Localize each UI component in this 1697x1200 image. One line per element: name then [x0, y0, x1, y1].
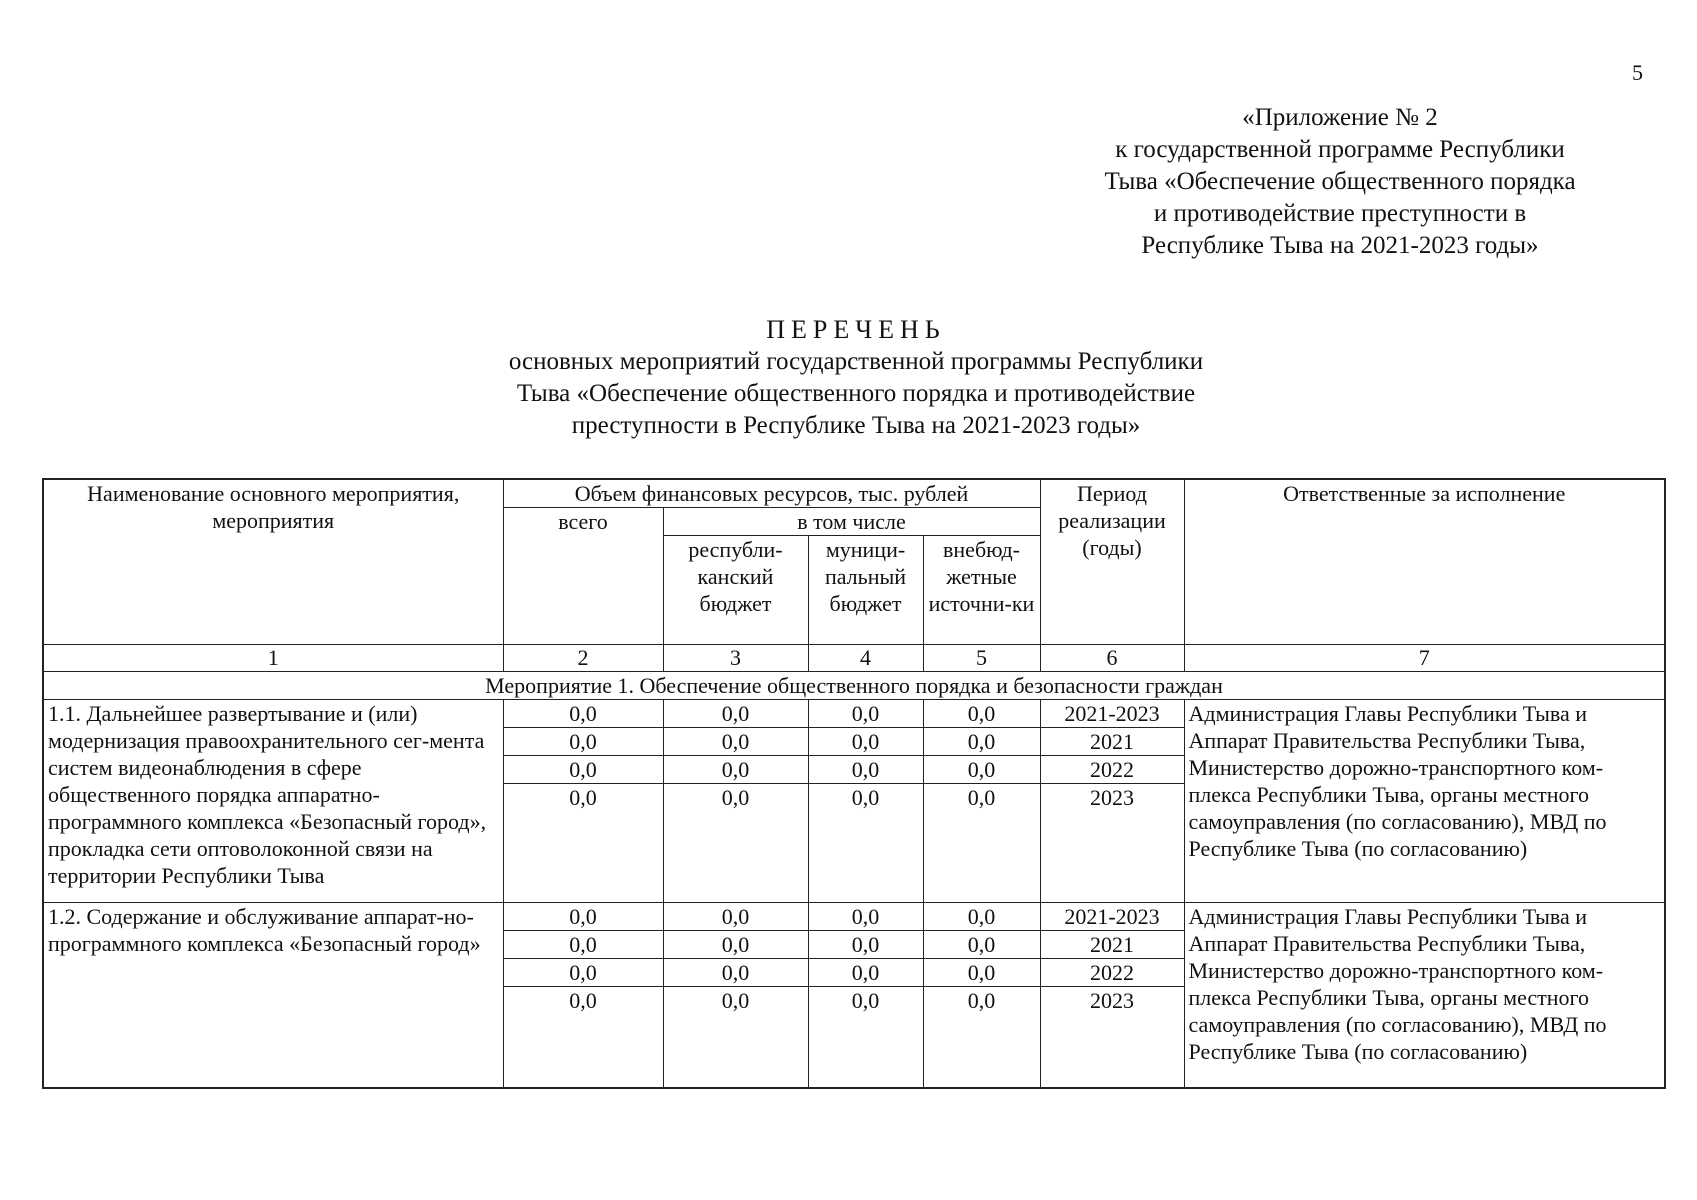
measures-table [42, 478, 1666, 1089]
republican-cell: 0,0 [663, 903, 808, 931]
page-number: 5 [1632, 60, 1643, 85]
extrabudgetary-cell: 0,0 [923, 700, 1040, 728]
section-title: Мероприятие 1. Обеспечение общественного порядка и безопасности граждан [43, 672, 1665, 700]
extrabudgetary-cell: 0,0 [923, 784, 1040, 903]
total-cell: 0,0 [503, 756, 663, 784]
appendix-line: Тыва «Обеспечение общественного порядка [1104, 168, 1576, 195]
header-extrabudgetary: внебюд-жетные источни-ки [923, 536, 1040, 645]
column-number: 7 [1184, 645, 1665, 672]
title-line: основных мероприятий государственной программы Республики [508, 348, 1204, 375]
appendix-note [1090, 102, 1590, 262]
header-including: в том числе [663, 508, 1040, 536]
column-number: 1 [43, 645, 503, 672]
header-republican: республи-канский бюджет [663, 536, 808, 645]
title-line: преступности в Республике Тыва на 2021-2023 годы» [571, 412, 1141, 439]
municipal-cell: 0,0 [808, 728, 923, 756]
republican-cell: 0,0 [663, 784, 808, 903]
total-cell: 0,0 [503, 931, 663, 959]
municipal-cell: 0,0 [808, 756, 923, 784]
column-number: 2 [503, 645, 663, 672]
title-line: Тыва «Обеспечение общественного порядка и противодействие [516, 380, 1196, 407]
republican-cell: 0,0 [663, 987, 808, 1089]
republican-cell: 0,0 [663, 959, 808, 987]
republican-cell: 0,0 [663, 700, 808, 728]
total-cell: 0,0 [503, 987, 663, 1089]
header-total: всего [503, 508, 663, 645]
column-number: 3 [663, 645, 808, 672]
total-cell: 0,0 [503, 700, 663, 728]
measure-name: 1.1. Дальнейшее развертывание и (или) модернизация правоохранительного сег-мента систем видеонаблюдения в сфере общественного порядка аппаратно-программного комплекса «Безопасный город», прокладка сети оптоволоконной связи на территории Республики Тыва [43, 700, 503, 903]
municipal-cell: 0,0 [808, 987, 923, 1089]
republican-cell: 0,0 [663, 756, 808, 784]
municipal-cell: 0,0 [808, 959, 923, 987]
header-responsible: Ответственные за исполнение [1184, 479, 1665, 645]
republican-cell: 0,0 [663, 728, 808, 756]
extrabudgetary-cell: 0,0 [923, 756, 1040, 784]
section-row [43, 672, 1665, 700]
measure-name: 1.2. Содержание и обслуживание аппарат-но-программного комплекса «Безопасный город» [43, 903, 503, 1089]
table-row [43, 700, 1665, 728]
appendix-line: «Приложение № 2 [1242, 104, 1438, 131]
extrabudgetary-cell: 0,0 [923, 931, 1040, 959]
column-number: 6 [1040, 645, 1184, 672]
period-cell: 2021 [1040, 931, 1184, 959]
extrabudgetary-cell: 0,0 [923, 987, 1040, 1089]
period-cell: 2023 [1040, 784, 1184, 903]
period-cell: 2021 [1040, 728, 1184, 756]
column-number: 5 [923, 645, 1040, 672]
municipal-cell: 0,0 [808, 784, 923, 903]
extrabudgetary-cell: 0,0 [923, 959, 1040, 987]
municipal-cell: 0,0 [808, 931, 923, 959]
period-cell: 2021-2023 [1040, 700, 1184, 728]
column-number: 4 [808, 645, 923, 672]
header-period: Период реализации (годы) [1040, 479, 1184, 645]
header-name: Наименование основного мероприятия, мероприятия [43, 479, 503, 645]
responsible-cell: Администрация Главы Республики Тыва и Аппарат Правительства Республики Тыва, Министерство дорожно-транспортного ком-плекса Республики Тыва, органы местного самоуправления (по согласованию), МВД по Республике Тыва (по согласованию) [1184, 903, 1665, 1089]
municipal-cell: 0,0 [808, 700, 923, 728]
appendix-line: к государственной программе Республики [1115, 136, 1565, 163]
appendix-line: Республике Тыва на 2021-2023 годы» [1141, 232, 1539, 259]
header-municipal: муници-пальный бюджет [808, 536, 923, 645]
period-cell: 2021-2023 [1040, 903, 1184, 931]
total-cell: 0,0 [503, 728, 663, 756]
municipal-cell: 0,0 [808, 903, 923, 931]
total-cell: 0,0 [503, 903, 663, 931]
period-cell: 2023 [1040, 987, 1184, 1089]
column-numbers-row [43, 645, 1665, 672]
header-finance: Объем финансовых ресурсов, тыс. рублей [503, 479, 1040, 508]
document-title [356, 314, 1356, 442]
title-heading: ПЕРЕЧЕНЬ [766, 315, 946, 344]
extrabudgetary-cell: 0,0 [923, 903, 1040, 931]
total-cell: 0,0 [503, 959, 663, 987]
responsible-cell: Администрация Главы Республики Тыва и Аппарат Правительства Республики Тыва, Министерство дорожно-транспортного ком-плекса Республики Тыва, органы местного самоуправления (по согласованию), МВД по Республике Тыва (по согласованию) [1184, 700, 1665, 903]
period-cell: 2022 [1040, 756, 1184, 784]
total-cell: 0,0 [503, 784, 663, 903]
extrabudgetary-cell: 0,0 [923, 728, 1040, 756]
republican-cell: 0,0 [663, 931, 808, 959]
appendix-line: и противодействие преступности в [1153, 200, 1527, 227]
period-cell: 2022 [1040, 959, 1184, 987]
table-row [43, 903, 1665, 931]
